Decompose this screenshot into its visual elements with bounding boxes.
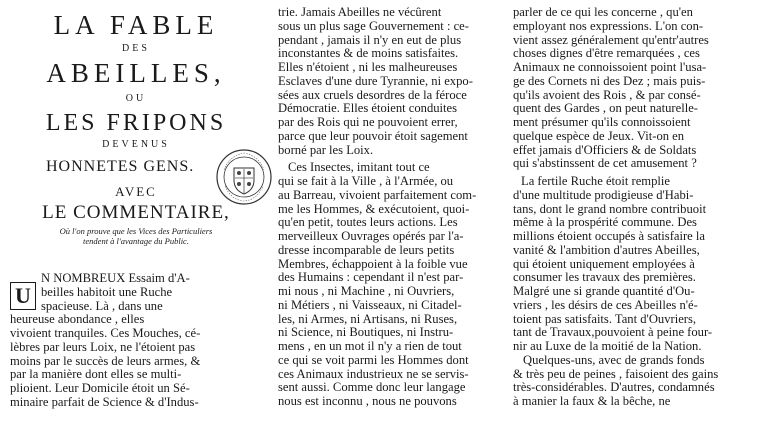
text-line: même à la prospérité commune. Des <box>513 216 697 230</box>
text-line: sent aussi. Comme donc leur langage <box>278 381 466 395</box>
text-line: consumer les travaux des premières. <box>513 271 696 285</box>
text-line: pendant , jamais il n'y en eut de plus <box>278 33 462 47</box>
text-line: nir au Luxe de la moitié de la Nation. <box>513 340 702 353</box>
text-line: plioient. Leur Domicile étoit un Sé- <box>10 382 190 395</box>
text-line: choses dignes d'être remarquées , ces <box>513 47 700 61</box>
title-line-fable: LA FABLE <box>53 10 219 40</box>
text-line: mi nous , ni Machine , ni Ouvriers, <box>278 285 455 298</box>
text-line: Elles n'étoient , ni les malheureuses <box>278 61 458 74</box>
text-line: lèbres par leurs Loix, ne l'étoient pas <box>10 340 196 354</box>
text-line: heureuse abondance , elles <box>10 313 145 327</box>
text-line: des Humains : cependant il n'est par- <box>278 271 464 285</box>
text-line: effet jamais d'Officiers & de Soldats <box>513 143 697 157</box>
text-line: me les Hommes, & exécutoient, quoi- <box>278 202 470 216</box>
text-line: & très peu de peines , faisoient des gains <box>513 367 719 381</box>
text-line: Démocratie. Elles étoient conduites <box>278 102 458 116</box>
text-line: N NOMBREUX Essaim d'A- <box>41 272 190 285</box>
text-line: quent des Gardes , on peut naturelle- <box>513 102 698 116</box>
text-line: parler de ce qui les concerne , qu'en <box>513 6 693 19</box>
title-subtitle-2: tendent à l'avantage du Public. <box>83 236 189 246</box>
library-stamp-seal <box>215 148 273 206</box>
text-line: Animaux ne connoissoient point l'usa- <box>513 61 707 74</box>
text-line: au Barreau, vivoient parfaitement com- <box>278 188 477 202</box>
text-line: inconstantes & de moins satisfaites. <box>278 47 459 61</box>
text-line: ge des Cornets ni des Dez ; mais puis- <box>513 74 706 88</box>
text-line: Esclaves d'une dure Tyrannie, ni expo- <box>278 74 473 88</box>
text-line: quelque espèce de Jeux. Vit-on en <box>513 129 685 143</box>
title-line-des: DES <box>122 43 150 54</box>
text-line: vivoient tranquiles. Ces Mouches, cé- <box>10 327 201 340</box>
text-line: ni Métiers , ni Vaisseaux, ni Citadel- <box>278 298 462 312</box>
text-line: minaire parfait de Science & d'Indus- <box>10 395 199 409</box>
text-line: ce qui se voit parmi les Hommes dont <box>278 353 469 367</box>
text-line: qui étoient uniquement employées à <box>513 257 695 271</box>
text-line: qu'en petit, toutes leurs actions. Les <box>278 216 458 230</box>
title-line-ou: OU <box>125 93 147 104</box>
text-line: ni Science, ni Boutiques, ni Instru- <box>278 326 454 340</box>
column-right <box>513 6 763 409</box>
column-left <box>10 0 262 409</box>
text-line: employant nos expressions. L'on con- <box>513 19 704 33</box>
text-line: tans, dont le grand nombre contribuoit <box>513 202 707 216</box>
text-line: par des Rois qui ne pouvoient errer, <box>278 116 458 129</box>
paragraph-opening <box>10 272 262 410</box>
drop-cap-letter: U <box>10 282 36 310</box>
text-line: les, ni Armes, ni Artisans, ni Ruses, <box>278 312 458 326</box>
text-line: spacieuse. Là , dans une <box>41 299 163 313</box>
text-line: moins par le succès de leurs armes, & <box>10 354 201 368</box>
paragraph-start: La fertile Ruche étoit remplie <box>521 175 670 188</box>
text-line: merveilleux Ouvrages opérés par l'a- <box>278 230 464 243</box>
text-line: à manier la faux & la bêche, ne <box>513 395 671 408</box>
title-line-abeilles: ABEILLES, <box>46 58 226 88</box>
text-line: dresse incomparable de leurs petits <box>278 243 455 257</box>
title-avec: AVEC <box>115 184 157 199</box>
text-line: vient assez généralement qu'entr'autres <box>513 33 709 47</box>
text-line: qui se fait à la Ville , à l'Armée, ou <box>278 175 454 188</box>
text-line: sous un plus sage Gouvernement : ce- <box>278 19 469 33</box>
text-line: vanité & l'ambition d'autres Abeilles, <box>513 243 700 257</box>
text-line: nous est inconnu , nous ne pouvons <box>278 395 457 408</box>
text-line: Membres, échappoient à la foible vue <box>278 257 468 271</box>
text-line: sées aux cruels desordres de la féroce <box>278 88 467 102</box>
title-line-honnetes: HONNETES GENS. <box>46 158 195 175</box>
title-line-devenus: DEVENUS <box>102 139 170 150</box>
text-line: par la manière dont elles se multi- <box>10 368 182 382</box>
text-line: qui s'abstinssent de cet amusement ? <box>513 157 697 171</box>
text-line: toient pas satisfaits. Tant d'Ouvriers, <box>513 312 697 326</box>
column-middle <box>278 6 504 409</box>
title-subtitle-1: Où l'on prouve que les Vices des Particuliers <box>59 226 213 236</box>
text-line: qu'ils avoient des Rois , & par consé- <box>513 88 701 102</box>
title-line-fripons: LES FRIPONS <box>45 110 227 136</box>
text-line: mens , en un mot il n'y a rien de tout <box>278 340 462 353</box>
text-line: parce que leur pouvoir étoit sagement <box>278 129 468 143</box>
text-line: ment présumer qu'ils connoissoient <box>513 116 691 129</box>
text-line: trie. Jamais Abeilles ne vécûrent <box>278 6 442 19</box>
paragraph-start: Ces Insectes, imitant tout ce <box>288 161 430 175</box>
text-line: d'une multitude prodigieuse d'Habi- <box>513 188 694 202</box>
title-commentaire: LE COMMENTAIRE, <box>42 202 230 223</box>
text-line: très-considérables. D'autres, condamnés <box>513 381 715 395</box>
paragraph-start: Quelques-uns, avec de grands fonds <box>523 353 705 367</box>
text-line: borné par les Loix. <box>278 143 374 157</box>
text-line: ces Animaux industrieux ne se servis- <box>278 367 469 381</box>
text-line: vriers , les désirs de ces Abeilles n'é- <box>513 298 698 312</box>
text-line: Malgré une si grande quantité d'Ou- <box>513 285 695 298</box>
text-line: beilles habitoit une Ruche <box>41 285 173 299</box>
title-block <box>10 10 262 266</box>
text-line: tant de Travaux,pouvoient à peine four- <box>513 326 713 340</box>
text-line: millions étoient occupés à satisfaire la <box>513 230 705 243</box>
